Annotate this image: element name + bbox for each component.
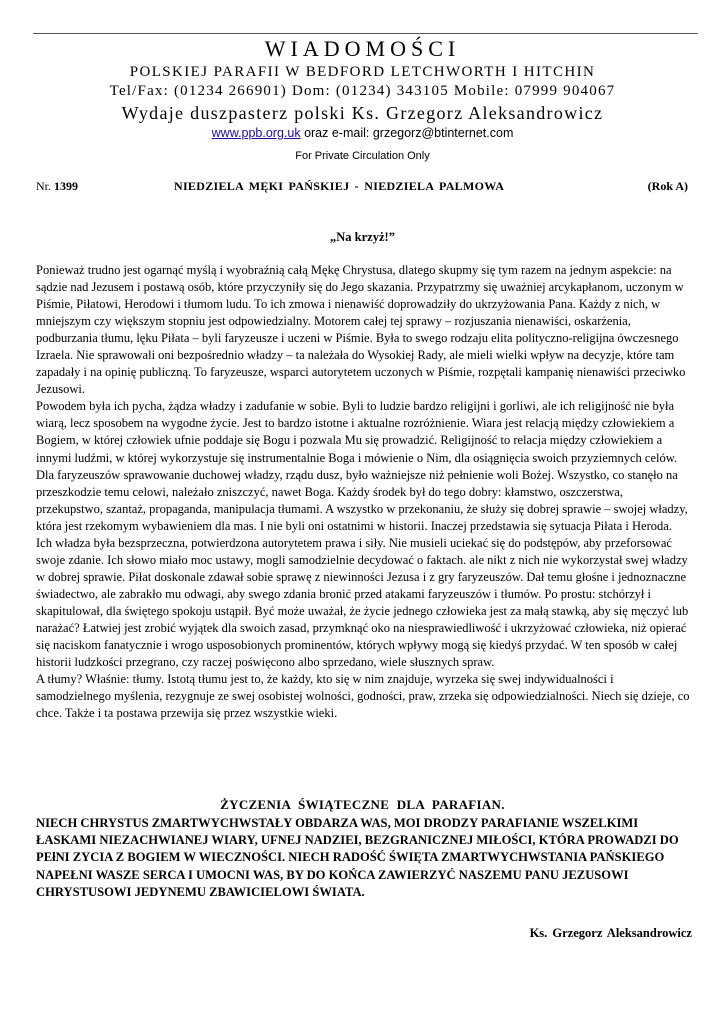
sunday-title: NIEDZIELA MĘKI PAŃSKIEJ - NIEDZIELA PALMOWA (174, 179, 505, 193)
article-headline: „Na krzyż!” (330, 230, 395, 244)
issue-number-value: 1399 (54, 179, 78, 193)
liturgical-year: (Rok A) (647, 179, 688, 193)
issue-number-label: Nr. (36, 179, 51, 193)
issue-number (36, 178, 78, 194)
email-text: oraz e-mail: grzegorz@btinternet.com (304, 126, 514, 140)
header-rule (33, 33, 698, 34)
signature: Ks. Grzegorz Aleksandrowicz (529, 926, 692, 940)
article-body (36, 262, 691, 722)
website-link[interactable]: www.ppb.org.uk (211, 126, 301, 140)
private-circulation-note: For Private Circulation Only (295, 150, 430, 162)
web-line (0, 125, 725, 141)
article-paragraph: A tłumy? Właśnie: tłumy. Istotą tłumu jest to, że każdy, kto się w nim znajduje, wyrzeka się swej indywidualności i samodzielnego myślenia, rezygnuje ze swej osobistej wolności, godności, praw, zrzeka się odpowiedzialności. Niech się dzieje, co chce. Także i ta postawa przewija się przez wszystkie wieki. (36, 672, 690, 721)
publisher-line: Wydaje duszpasterz polski Ks. Grzegorz Aleksandrowicz (121, 103, 604, 123)
issue-line (36, 178, 688, 194)
contact-line: Tel/Fax: (01234 266901) Dom: (01234) 343105 Mobile: 07999 904067 (109, 83, 616, 99)
wishes-text: NIECH CHRYSTUS ZMARTWYCHWSTAŁY OBDARZA WAS, MOI DRODZY PARAFIANIE WSZELKIMI ŁASKAMI NIEZACHWIANEJ WIARY, UFNEJ NADZIEI, BEZGRANICZNEJ MIŁOŚCI, KTÓRA PROWADZI DO PEłNI ZYCIA Z BOGIEM W WIECZNOŚCI. NIECH RADOŚĆ ŚWIĘTA ZMARTWYCHWSTANIA PAŃSKIEGO NAPEŁNI WASZE SERCA I UMOCNI WAS, BY DO KOŃCA ZAWIERZYĆ NASZEMU PANU JEZUSOWI CHRYSTUSOWI JEDYNEMU ZBAWICIELOWI ŚWIATA. (36, 816, 679, 899)
wishes-title: ŻYCZENIA ŚWIĄTECZNE DLA PARAFIAN. (220, 797, 505, 812)
newsletter-title: WIADOMOŚCI (264, 36, 461, 61)
parish-subtitle: POLSKIEJ PARAFII W BEDFORD LETCHWORTH I HITCHIN (129, 64, 596, 80)
article-paragraph: Powodem była ich pycha, żądza władzy i zadufanie w sobie. Byli to ludzie bardzo religijni i gorliwi, ale ich religijność nie była wiarą, lecz sposobem na wygodne życie. Jest to bardzo istotne i aktualne rozróżnienie. Wiara jest relacją między człowiekiem a Bogiem, w której człowiek ufnie poddaje się Bogu i pozwala Mu się prowadzić. Religijność to relacja między człowiekiem a innymi ludźmi, w której wykorzystuje się instrumentalnie Boga i mówienie o Nim, dla osiągnięcia swoich przyziemnych celów. Dla faryzeuszów sprawowanie duchowej władzy, rządu dusz, było ważniejsze niż pełnienie woli Bożej. Wszystko, co stanęło na przeszkodzie temu celowi, należało zniszczyć, nawet Boga. Każdy środek był do tego dobry: kłamstwo, oszczerstwa, przekupstwo, szantaż, propaganda, manipulacja tłumami. A wszystko w przekonaniu, że służy się dobrej sprawie – swojej władzy, która jest rzekomym wybawieniem dla mas. I nie byli oni ostatnimi w historii. Inaczej przedstawia się sytuacja Piłata i Heroda. Ich władza była bezsprzeczna, potwierdzona autorytetem prawa i siły. Nie musieli uciekać się do podstępów, aby przeforsować swoje zdanie. Ich słowo miało moc ustawy, mogli samodzielnie decydować o faktach. ale nikt z nich nie wykorzystał swej władzy w dobrej sprawie. Piłat doskonale zdawał sobie sprawę z niewinności Jezusa i z gry faryzeuszów. Dał temu głośne i jednoznaczne świadectwo, ale zabrakło mu odwagi, aby swego zdania bronić przed atakami faryzeuszów i tłumów. Po prostu: stchórzył i skapitulował, dla świętego spokoju ustąpił. Być może uważał, że życie jednego człowieka jest za małą stawką, aby się męczyć lub narażać? Łatwiej jest zrobić wyjątek dla swoich zasad, przymknąć oko na niesprawiedliwość i ukrzyżować człowieka, niż opierać się naciskom fanatycznie i wrogo usposobionych prominentów, których wpływy mogą się kiedyś przydać. W ten sposób w całej historii ludzkości przegrano, czy raczej poświęcono albo sprzedano, wiele słusznych spraw. (36, 399, 689, 670)
article-paragraph: Ponieważ trudno jest ogarnąć myślą i wyobraźnią całą Mękę Chrystusa, dlatego skupmy się tym razem na jednym aspekcie: na sądzie nad Jezusem i postawą osób, które przyczyniły się do Jego skazania. Przypatrzmy się uważniej arcykapłanom, uczonym w Piśmie, Piłatowi, Herodowi i tłumom ludu. To ich zmowa i nienawiść doprowadziły do ukrzyżowania Pana. Każdy z nich, w mniejszym czy większym stopniu jest odpowiedzialny. Motorem całej tej sprawy – rozjuszania nienawiści, oskarżenia, podburzania tłumu, lęku Piłata – byli faryzeusze i uczeni w Piśmie. Była to swego rodzaju elita polityczno-religijna ówczesnego Izraela. Nie sprawowali oni bezpośrednio władzy – ta należała do Wysokiej Rady, ale mieli wielki wpływ na decyzje, które tam zapadały i na opinię publiczną. To faryzeusze, wsparci autorytetem uczonych w Piśmie, rozpętali kampanię nienawiści przeciwko Jezusowi. (36, 263, 686, 397)
